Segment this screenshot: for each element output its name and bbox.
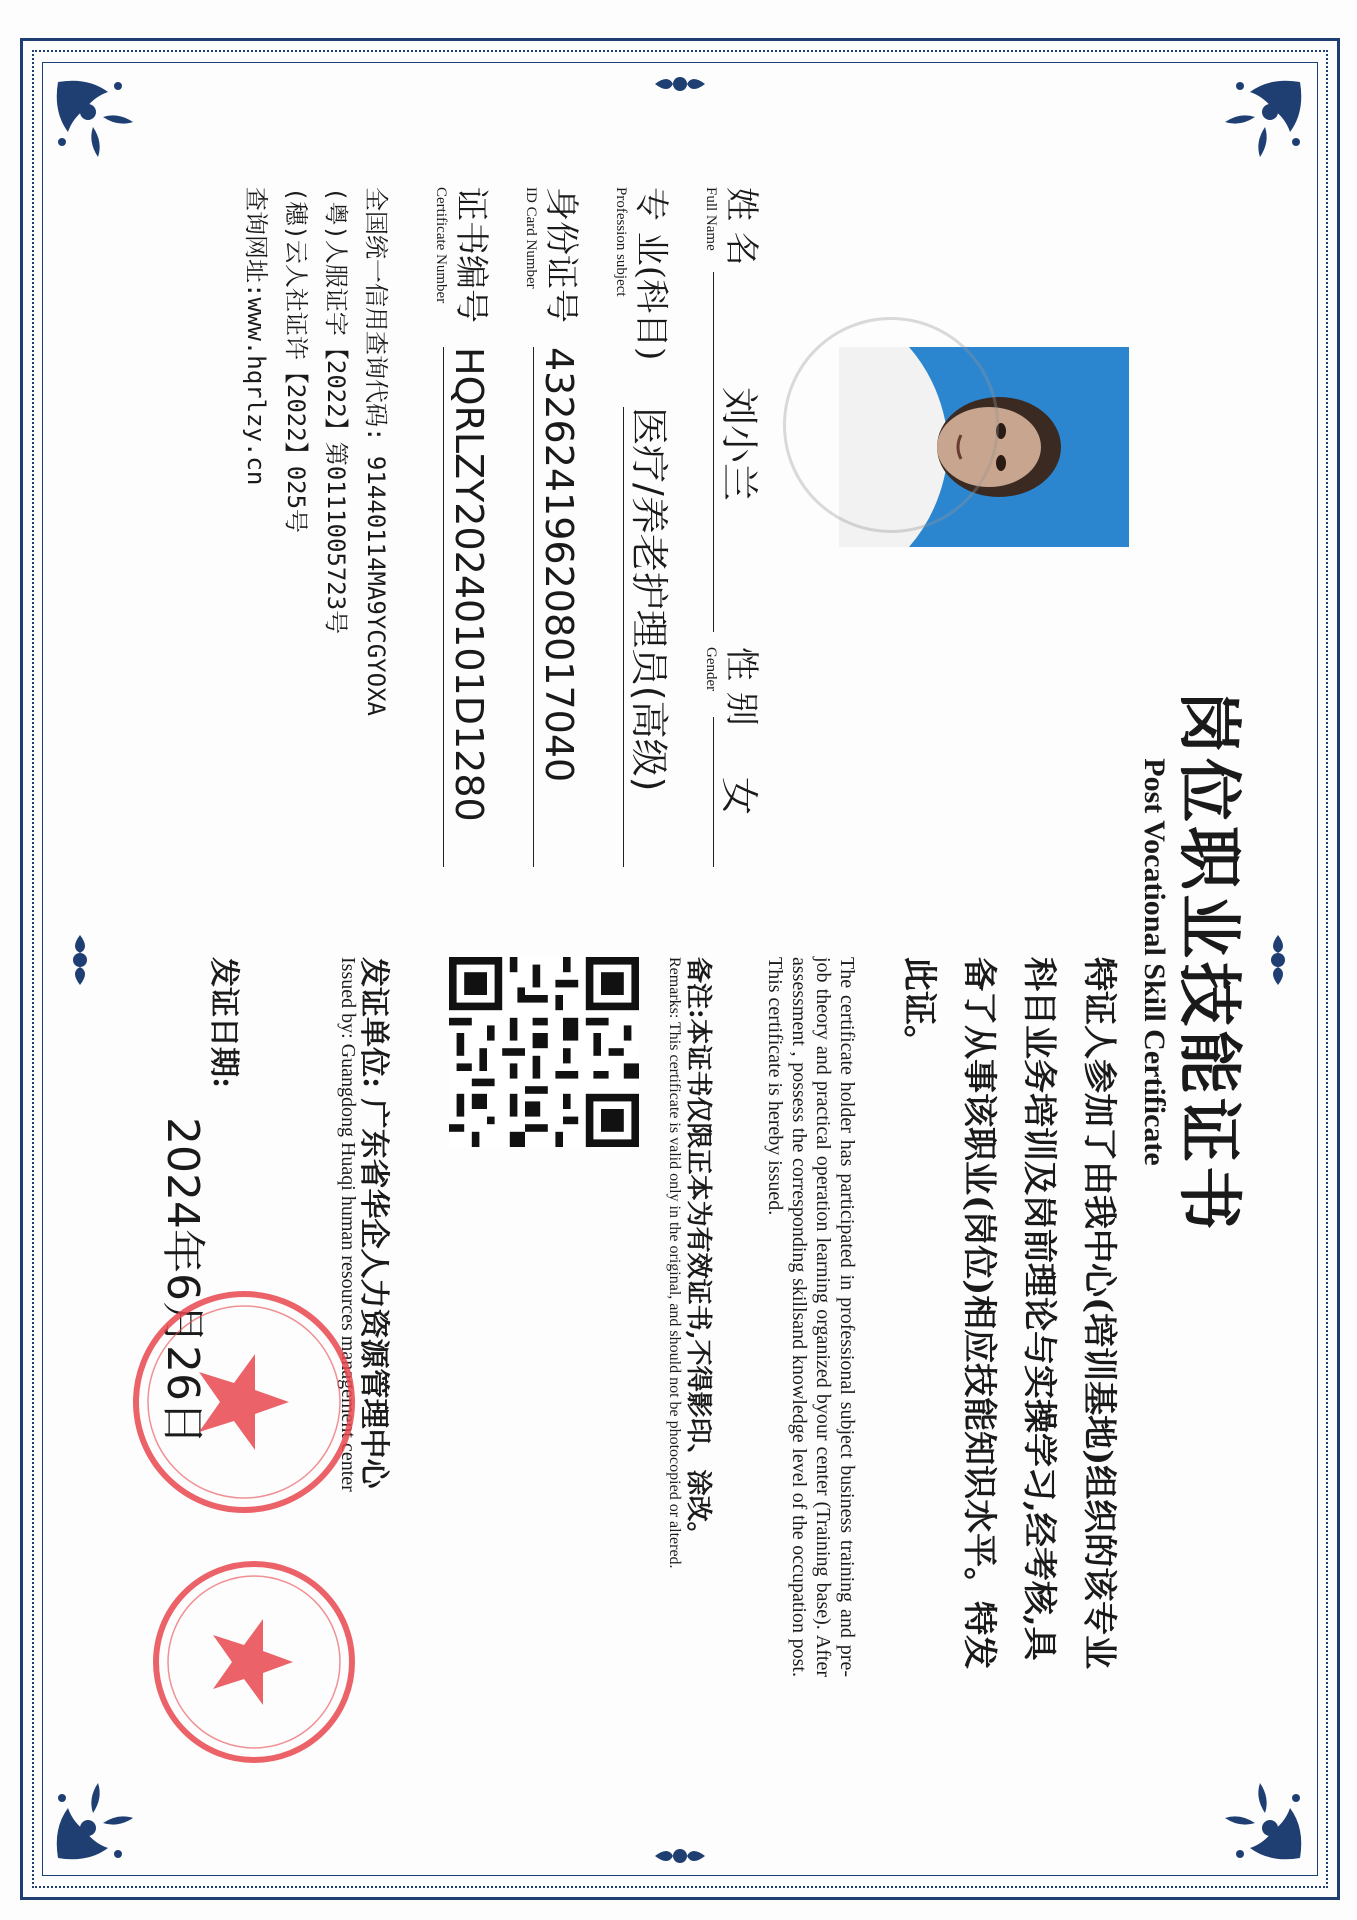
id-card-label: 身份证号 bbox=[541, 187, 581, 323]
cert-number-underline bbox=[443, 347, 444, 867]
license-line-2: (穗)云人社证许【2022】025号 bbox=[282, 187, 310, 534]
title-english: Post Vocational Skill Certificate bbox=[1138, 758, 1171, 1166]
embossed-seal bbox=[783, 317, 999, 533]
license-line-1: (粤)人服证字【2022】第0111005723号 bbox=[322, 187, 350, 635]
cert-number-value: HQRLZY20240101D1280 bbox=[447, 347, 491, 822]
cert-number-label-en: Certificate Number bbox=[433, 187, 449, 304]
issue-date-value: 2024年6月26日 bbox=[157, 1117, 208, 1445]
qr-code-icon bbox=[449, 957, 639, 1147]
profession-label-en: Profession subject bbox=[613, 187, 629, 297]
profession-underline bbox=[623, 407, 624, 867]
official-seal-icon bbox=[129, 1287, 359, 1517]
certificate-content bbox=[79, 77, 1279, 1847]
issue-date-label: 发证日期: bbox=[206, 957, 241, 1089]
statement-english: The certificate holder has participated in professional subject business training and pre-job theory and practical operation learning organized byour center (Training base). After assessment , possess the corresponding skillsand knowledge level of the occupation post. This certificate is hereby issued. bbox=[764, 957, 858, 1677]
name-underline bbox=[713, 272, 714, 632]
id-card-value: 432624196208017040 bbox=[537, 347, 581, 783]
statement-chinese: 特证人参加了由我中心(培训基地)组织的该专业科目业务培训及岗前理论与实操学习,经考核,具备了从事该职业(岗位)相应技能知识水平。特发此证。 bbox=[899, 957, 1119, 1670]
id-card-label-en: ID Card Number bbox=[523, 187, 539, 289]
credit-code-line: 全国统一信用查询代码: 91440114MA9YCGYOXA bbox=[362, 187, 390, 716]
profession-value: 医疗/养老护理员(高级) bbox=[627, 407, 671, 792]
gender-value: 女 bbox=[717, 777, 761, 816]
cert-number-label: 证书编号 bbox=[451, 187, 491, 323]
gender-underline bbox=[713, 717, 714, 867]
issued-by-chinese: 发证单位: 广东省华企人力资源管理中心 bbox=[356, 957, 391, 1489]
gender-label: 性 别 bbox=[721, 647, 761, 726]
remark-english: Remarks: This certificate is valid only in the original, and should not be photocopied or altered. bbox=[666, 957, 683, 1569]
query-url-line: 查询网址:www.hqrlzy.cn bbox=[242, 187, 270, 486]
gender-label-en: Gender bbox=[703, 647, 719, 692]
issued-by-english: Issued by: Guangdong Huaqi human resources management center bbox=[337, 957, 359, 1492]
id-card-underline bbox=[533, 347, 534, 867]
official-seal-icon bbox=[149, 1557, 359, 1767]
remark-chinese: 备注:本证书仅限正本为有效证书,不得影印、涂改。 bbox=[683, 957, 713, 1548]
name-label: 姓 名 bbox=[721, 187, 761, 266]
name-value: 刘小兰 bbox=[717, 387, 761, 502]
profession-label: 专 业(科目) bbox=[631, 187, 671, 361]
title-chinese: 岗位职业技能证书 bbox=[1171, 690, 1246, 1234]
name-label-en: Full Name bbox=[703, 187, 719, 251]
